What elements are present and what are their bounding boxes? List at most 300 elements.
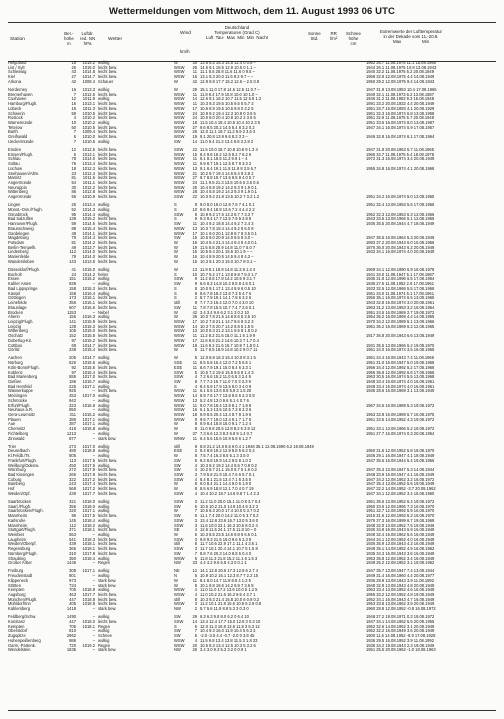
wind-speed: 4 [194,592,197,598]
extremes: 1951 34.0 16.08.1974 3.5 16.08.1965 [366,347,435,353]
pressure: 1018.1 [82,546,95,552]
temperatures: 10.5 8.4 20.1 15.6 10.1 9 – – [200,249,253,255]
pressure: 1015.2 [82,60,95,65]
wind-direction: SW [174,614,181,620]
wind-speed: 9 [194,281,197,287]
weather: leicht bew. [98,601,118,607]
wind-speed: 19 [192,244,197,250]
temperatures: -2.0 -3.5 4.4 -0.7 -2.0 0 3.8 45 [200,633,255,639]
pressure: 1018.1 [82,623,95,629]
station-name: Kahlersberg [8,606,31,612]
station-height: 49 [71,244,76,250]
station-height: 95 [71,211,76,217]
station-height: 986 [69,637,76,643]
wind-speed: 20 [192,642,197,648]
pressure: 1018.0 [82,498,95,504]
wind-speed: 5 [194,369,197,375]
wind-direction: WSW [174,170,185,176]
temperatures: 11.6 8.9 21.2 14.6 10.3 7 1.7 0.4 [200,337,259,343]
extremes: 1951 32.3 16.08.1974 6.8 13.08.1958 [366,110,435,116]
pressure: 1016.2 [82,411,95,417]
wind-speed: 8 [194,453,197,459]
header-ber: Ber.- höhe m [64,31,74,46]
weather: leicht bew. [98,369,118,375]
wind-direction: SSW [174,490,184,496]
extremes: 1947 31.8 20.08.1963 5.7 11.08.1965 [366,147,434,152]
extremes: 1951 32.9 11.08.1975 5.7 20.08.1949 [366,115,434,121]
wind-speed: 19 [192,134,197,140]
extremes: 1972 31.3 16.08.1974 3.4 20.08.1949 [366,156,435,162]
wind-direction: still [174,596,180,602]
station-height: 52 [71,207,76,213]
temperatures: 5.2 4.8 13.0 9.6 5.1 4 0.7 6 [200,397,249,403]
pressure: 1013.4 [82,161,95,167]
pressure: 1013.7 [82,244,95,250]
station-name: Konstanz [8,619,26,625]
weather: wolkig [98,522,110,528]
pressure: 1017.1 [82,568,95,574]
pressure: 1014.7 [82,74,95,80]
wind-speed: 10 [192,207,197,213]
station-name: Frankfurt/Flugh. [8,457,37,463]
wind-direction: WSW [174,337,185,343]
station-name: Augsburg [8,592,26,598]
station-name: Marienfelde [8,254,30,260]
station-name: Arkona [8,78,21,84]
temperatures: 10.7 9.2 17.1 13.8 9.8 7 5.3 1.7 [200,271,257,277]
temperatures: 10.5 8.3 13.4 12.5 10.3 5 3.2 6 [200,642,256,648]
station-height: 323 [69,402,76,408]
station-height: 96 [71,513,76,519]
weather: wolkig [98,411,110,417]
station-name: Weiden/Oberpf. [8,541,37,547]
pressure: 1014.0 [82,254,95,260]
wind-direction: SSE [174,360,183,366]
station-name: Neuhaus a.R. [8,407,34,413]
weather: stark bew. [98,582,117,588]
wind-speed: 27 [192,175,197,181]
wind-direction: S [174,271,177,277]
station-name: Nürburg [8,360,23,366]
pressure: 1013.3 [82,86,95,92]
weather: wolkig [98,508,110,514]
station-name: Neuruppin [8,184,27,190]
wind-direction: NE [174,568,180,574]
temperatures: 8.6 7.9 19.1 15.0 8.4 6 3.3 1 [200,364,252,370]
pressure: 1019.2 [82,642,95,648]
station-height: 311 [69,411,76,417]
extremes: 1963 30.5 16.08.1974 5.5 13.08.1968 [366,374,435,380]
wind-direction: WSW [174,129,185,135]
station-height: 7 [73,91,76,97]
station-height: 12 [71,147,76,152]
temperatures: 5.7 5.6 11.9 8.8 5.3 3 0.3 0 [200,606,249,612]
wind-direction: SSW [174,194,184,200]
wind-direction: S [174,383,177,389]
wind-speed: 8 [194,378,197,384]
wind-direction: WSW [174,411,185,417]
station-name: Marnitz [8,175,22,181]
station-height: 1835 [66,647,76,653]
pressure: 1015.9 [82,318,95,324]
wind-speed: 4 [194,374,197,380]
station-height: 56 [71,194,76,200]
pressure: 1017.0 [82,443,95,449]
wind-direction: SW [174,462,181,468]
pressure: 1017.5 [82,513,95,519]
station-name: Schwerin [8,110,25,116]
temperatures: 9.1 8.1 18.5 11.3 9.9 1 – 4 [200,156,248,162]
wind-speed: 3 [194,601,197,607]
wind-direction: SW [174,138,181,144]
pressure: 1016.1 [82,300,95,306]
wind-direction: WSW [174,115,185,121]
station-name: Bad Lippspringe [8,285,38,291]
wind-speed: 6 [194,623,197,629]
wind-direction: SE [174,527,180,533]
weather: wolkig [98,503,110,509]
pressure: 1014.2 [82,240,95,246]
station-name: Kiel [8,74,15,80]
weather: leicht bew. [98,240,118,246]
wind-speed: 11 [192,69,197,75]
station-height: 322 [69,476,76,482]
station-height: 1446 [66,560,76,566]
station-name: Stötten [8,582,21,588]
wind-direction: N [174,573,177,579]
station-height: 78 [71,156,76,162]
temperatures: 12.0 11.3 16.8 13.6 11.8 3 5.3 12 [200,623,260,629]
weather: heiter [98,271,109,277]
pressure: – [92,628,95,634]
wind-speed: 11 [192,91,197,97]
station-name: Saarbrücken/Flugh. [8,508,44,514]
wind-direction: W [174,582,178,588]
wind-speed: 13 [192,165,197,171]
station-height: 447 [69,596,76,602]
pressure: 1013.5 [82,258,95,264]
station-height: 6 [73,134,76,140]
wind-direction: S [174,207,177,213]
weather: stark bew. [98,606,117,612]
wind-speed: 5 [194,573,197,579]
station-name: Seehausen/Altm. [8,170,40,176]
station-name: Münst.-Osn./Flugh. [8,207,43,213]
station-height: 18 [71,165,76,171]
wind-direction: SW [174,378,181,384]
weather: leicht bew. [98,467,118,473]
weather: wolkig [98,267,110,273]
pressure: 1018.2 [82,522,95,528]
extremes: 1956 35.8 12.08.1992 6.6 17.08.1966 [366,369,435,375]
wind-direction: WSW [174,592,185,598]
station-name: Angermünde [8,180,32,186]
station-height: 41 [71,267,76,273]
wind-direction: WSW [174,69,185,75]
temperatures: 11.8 11.3 21.8 15.2 11.1 6 1.5 3 [200,555,258,561]
header-wind-unit: km/h [180,49,190,54]
weather: Regen [98,623,111,629]
station-row [8,648,496,653]
weather: leicht bew. [98,115,118,121]
extremes: 1952 32.2 16.08.1949 3.6 20.08.1949 [366,628,435,634]
extremes: 1953 33.4 13.08.1952 4.6 16.08.1949 [366,587,435,593]
station-height: 568 [69,486,76,492]
wind-speed: 22 [192,194,197,200]
station-height: 805 [69,453,76,459]
weather: leicht bew. [98,180,118,186]
extremes: 1891 33.2 20.08.1932 4.4 20.08.1949 [366,101,435,107]
station-height: 112 [69,249,76,255]
weather: leicht bew. [98,513,118,519]
station-name: Norderney [8,86,28,92]
weather: leicht bew. [98,342,118,348]
station-height: 42 [71,78,76,84]
wind-direction: W [174,60,178,65]
temperatures: 11.5 10.0 18.7 10.8 10.8 9 1.3 4 [200,147,258,152]
station-name: Ueckermünde [8,138,34,144]
weather: leicht bew. [98,546,118,552]
wind-speed: 11 [192,364,197,370]
weather: wolkig [98,290,110,296]
temperatures: 9.1 20.8 13.9 9.6 8.3 3 3 – [200,134,248,140]
extremes: 1936 29.1 16.08.1947 4.1 18.08.1949 [366,453,435,459]
weather: leicht bew. [98,235,118,241]
station-name: Lindenberg [8,249,29,255]
weather: leicht bew. [98,285,118,291]
temperatures: 9.7 8.8 19.7 13.5 8.5 8 4.0 0.7 [200,175,255,181]
station-height: 139 [69,216,76,222]
station-name: Leipzig/Flugh. [8,318,34,324]
station-name: Großer Arber [8,560,32,566]
weather: wolkig [98,430,110,436]
wind-speed: 28 [192,189,197,195]
temperatures: 11.0 8.8 20.6 12.8 8.2 6 3.9 12 [200,426,256,432]
wind-direction: SW [174,628,181,634]
weather: wolkig [98,407,110,413]
station-height: 1213 [66,430,76,436]
station-height: 43 [71,69,76,75]
station-height: 453 [69,393,76,399]
wind-speed: 5 [194,457,197,463]
station-name: Leinefelde [8,300,27,306]
pressure: 1010.9 [82,194,95,200]
station-name: Wittenberg [8,328,28,334]
header-station: Station [10,37,25,42]
pressure: 1014.4 [82,211,95,217]
pressure: 1014.1 [82,230,95,236]
station-height: 141 [69,318,76,324]
wind-direction: W [174,453,178,459]
temperatures: 6.4 5.5 15.6 10.9 5.8 6 1.2 7 [200,435,252,441]
weather: leicht bew. [98,124,118,130]
pressure: – [92,430,95,436]
temperatures: 9.3 8.4 17.7 13.5 7.9 6 2.8 8 [200,216,252,222]
weather: leicht bew. [98,550,118,556]
station-name: Wendelstein [8,647,31,653]
wind-direction: W [174,577,178,583]
temperatures: 9.1 8.4 19.1 11.8 11.8 8 3.5 6.7 [200,165,257,171]
wind-speed: 14 [192,96,197,102]
wind-speed: 16 [192,74,197,80]
wind-direction: W [174,426,178,432]
extremes: 1876 36.0 20.08.1943 6.2 20.08.1949 [366,244,435,250]
weather: wolkig [98,202,110,208]
temperatures: 14.6 9.1 18.5 12.9 10.5 0 1.1 – [200,64,256,70]
pressure: 1010.6 [82,138,95,144]
temperatures: 11.7 8.5 18.9 14.8 10.2 9 0.7 11 [200,347,258,353]
extremes: 1951 36.2 16.08.1969 6.2 12.08.1965 [366,323,435,329]
pressure: 1012.8 [82,189,95,195]
extremes: 1947 31.9 13.08.1953 10.4 17.08.1966 [366,86,437,92]
wind-speed: 18 [192,120,197,126]
extremes: 1954 35.2 16.08.1969 4.4 14.08.1965 [366,314,435,320]
pressure: – [92,560,95,566]
pressure: 1017.7 [82,490,95,496]
weather: leicht bew. [98,74,118,80]
station-name: Chemnitz [8,426,26,432]
weather: leicht bew. [98,156,118,162]
pressure: 1018.8 [82,596,95,602]
wind-direction: W [174,421,178,427]
wind-direction: W [174,430,178,436]
station-name: Trier [8,443,17,449]
wind-direction: WSW [174,91,185,97]
station-height: 447 [69,619,76,625]
wind-direction: still [174,541,180,547]
station-height: 158 [69,290,76,296]
weather: leicht bew. [98,337,118,343]
weather: leicht bew. [98,194,118,200]
station-name: Bad Kissingen [8,472,35,477]
wind-direction: S [174,285,177,291]
station-height: 15 [71,105,76,111]
pressure: 1018.4 [82,555,95,561]
station-height: 156 [69,314,76,320]
station-name: Magdeburg [8,235,29,241]
wind-direction: SSW [174,619,184,625]
header-rr: RR l/m² [330,31,338,41]
wind-direction: W [174,244,178,250]
station-height: 705 [69,587,76,593]
station-row [8,348,496,353]
weather: leicht bew. [98,165,118,171]
extremes: 1948 33.4 16.08.1974 4.0 16.08.1961 [366,378,435,384]
temperatures: 10.0 7.8 21.5 14.8 8.6 8 3.5 10 [200,314,256,320]
station-height: 877 [69,435,76,441]
wind-direction: W [174,254,178,260]
wind-direction: WSW [174,175,185,181]
wind-direction: SSW [174,536,184,542]
station-name: Zugspitze [8,633,26,639]
wind-speed: 5 [194,513,197,519]
wind-direction: WSW [174,180,185,186]
station-name: Zinnwald [8,435,25,441]
wind-direction: WSW [174,161,185,167]
weather: leicht bew. [98,388,118,394]
wind-speed: 29 [192,614,197,620]
temperatures: 8.8 21.2 14.8 8.5 6 0.4 1 1948 35.1 12.08.1990 6.2 19.08.1949 [200,443,314,449]
temperatures: 10.4 9.3 16.0 11.9 10.4 5 6.3 3 [200,628,256,634]
weather: leicht bew. [98,161,118,167]
pressure: 1015.3 [82,285,95,291]
pressure: 1015.4 [82,347,95,353]
station-height: 81 [71,175,76,181]
pressure: 1014.0 [82,156,95,162]
header-wind: Wind [180,31,191,36]
wind-direction: WSW [174,555,185,561]
weather: leicht bew. [98,333,118,339]
wind-direction: W [174,508,178,514]
wind-speed: 11 [192,360,197,366]
station-name: Saarl./Flugh. [8,503,32,509]
weather: stark bew. [98,647,117,653]
station-name: List / Sylt [8,64,25,70]
wind-direction: WSW [174,101,185,107]
wind-direction: WSW [174,105,185,111]
station-name: Cuxhaven [8,96,27,102]
station-name: Potsdam [8,240,25,246]
extremes: 1951 27.7 16.08.1974 0.3 20.08.1964 [366,430,435,436]
temperatures: 8.4 8.8 19.2 12.8 8.8 5 6.2 0.4 [200,448,255,454]
pressure: – [92,388,95,394]
station-name: Deuselbach [8,448,30,454]
weather: leicht bew. [98,318,118,324]
station-name: Freiburg [8,568,24,574]
station-name: Helgoland [8,60,27,65]
temperatures: 10.0 9.0 20.4 10.8 10.2 2 3.6 5 [200,115,256,121]
temperatures: 12.0 8.8 18.3 15.4 10.0 8 3.1 5 [200,355,256,361]
weather: leicht bew. [98,230,118,236]
pressure: 1012.4 [82,170,95,176]
station-height: 405 [69,601,76,607]
pressure: 1014.6 [82,221,95,227]
station-name: Schleswig [8,69,27,75]
wind-speed: 14 [192,619,197,625]
station-height: 79 [71,235,76,241]
pressure: 1017.9 [82,467,95,473]
page-title: Wettermeldungen vom Mittwoch, dem 11. August 1993 06 UTC [109,6,395,17]
station-height: 273 [69,443,76,449]
station-height: 308 [69,568,76,574]
extremes: 1947 34.2 12.08.1952 3.2 16.08.1972 [366,476,435,482]
temperatures: 9.9 8.7 19.1 12.5 8.7 8 3.3 2 [200,161,252,167]
weather: wolkig [98,355,110,361]
wind-speed: 27 [192,124,197,130]
station-height: 7 [73,138,76,144]
temperatures: 9.2 8.8 19.9 14.2 9.5 8 1.0 2 [200,457,252,463]
station-name: Garm.-Partenk. [8,642,36,648]
wind-speed: 5 [194,355,197,361]
wind-speed: 8 [194,421,197,427]
weather: Nebel [98,309,109,315]
pressure: 1013.4 [82,202,95,208]
station-height: 225 [69,383,76,389]
station-height: 1153 [67,309,76,315]
pressure: 1014.2 [82,271,95,277]
wind-direction: W [174,258,178,264]
wind-direction: WSW [174,323,185,329]
temperatures: 9.6 8.5 20.2 14.5 8.4 8 3.2 0.2 [200,124,255,130]
temperatures: 10.3 9.3 21.4 15.8 10.0 6 0.8 0.2 [200,596,260,602]
weather: wolkig [98,426,110,432]
wind-speed: 17 [192,337,197,343]
temperatures: 8.1 8.0 14.7 11.8 8.8 4 1.2 5 [200,577,251,583]
station-name: Mannheim [8,522,28,528]
weather: leicht bew. [98,134,118,140]
temperatures: 6.1 5.3 13.6 10.5 7.3 8 2.3 6 [200,407,252,413]
extremes: 1951 33.1 13.08.1966 5.2 19.08.1972 [366,426,435,432]
